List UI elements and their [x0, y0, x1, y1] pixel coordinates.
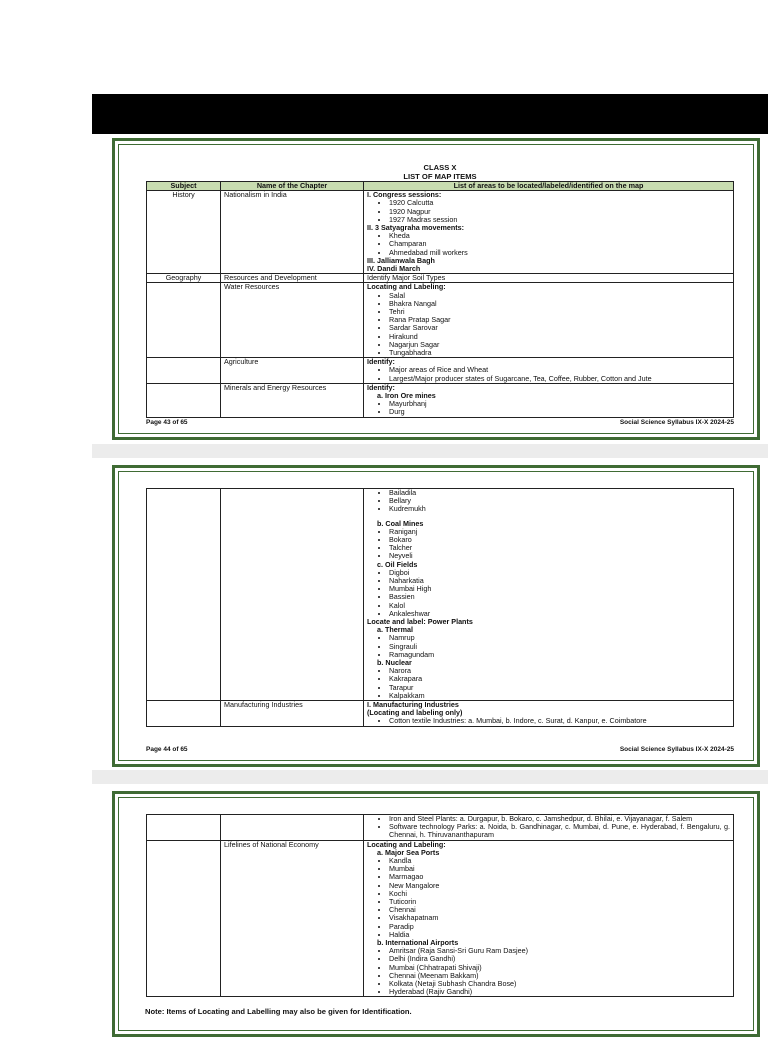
list-item: • Narora [389, 667, 730, 675]
list-item: • Delhi (Indira Gandhi) [389, 955, 730, 963]
item-list [367, 199, 730, 224]
areas-cell [364, 191, 734, 274]
list-item: • Bailadila [389, 489, 730, 497]
areas-cell [364, 815, 734, 841]
list-item: • Tarapur [389, 684, 730, 692]
item-list [367, 489, 730, 514]
list-item: • Kheda [389, 232, 730, 240]
item-list [367, 857, 730, 939]
list-item: • Bellary [389, 497, 730, 505]
list-item: • Singrauli [389, 643, 730, 651]
chapter-cell: Minerals and Energy Resources [221, 383, 364, 417]
list-item: • Champaran [389, 240, 730, 248]
list-item: • Kalol [389, 602, 730, 610]
sub-heading: b. Coal Mines [377, 518, 424, 528]
section-heading: I. Manufacturing Industries [367, 700, 459, 710]
item-list [367, 569, 730, 618]
sub-heading: a. Major Sea Ports [377, 847, 440, 857]
section-heading: Identify: [367, 357, 395, 367]
section-subheading: (Locating and labeling only) [367, 708, 463, 718]
list-item: • Bhakra Nangal [389, 300, 730, 308]
map-items-table-p1 [146, 181, 734, 418]
areas-cell [364, 283, 734, 358]
page-43 [112, 138, 760, 440]
item-list [367, 815, 730, 840]
list-item: • Marmagao [389, 873, 730, 881]
page-44 [112, 465, 760, 767]
subject-cell [147, 383, 221, 417]
table-row [147, 701, 734, 727]
list-item: • Iron and Steel Plants: a. Durgapur, b. Bokaro, c. Jamshedpur, d. Bhilai, e. Vijayanagar, f. Salem [389, 815, 730, 823]
list-item: • Rana Pratap Sagar [389, 316, 730, 324]
section-heading: Locating and Labeling: [367, 839, 446, 849]
page-gap [92, 444, 768, 458]
list-item: • Kolkata (Netaji Subhash Chandra Bose) [389, 980, 730, 988]
chapter-cell: Nationalism in India [221, 191, 364, 274]
list-item: • Namrup [389, 634, 730, 642]
areas-cell [364, 383, 734, 417]
chapter-cell: Manufacturing Industries [221, 701, 364, 727]
item-list [367, 947, 730, 996]
note-text: Note: Items of Locating and Labelling may also be given for Identification. [145, 1007, 412, 1016]
map-items-table-p3 [146, 814, 734, 997]
areas-cell [364, 489, 734, 701]
subject-cell: Geography [147, 274, 221, 283]
class-title: CLASS X [423, 163, 457, 172]
item-list [367, 717, 730, 725]
chapter-cell [221, 815, 364, 841]
areas-cell [364, 840, 734, 997]
subject-cell [147, 815, 221, 841]
areas-cell [364, 701, 734, 727]
list-item: • 1920 Nagpur [389, 208, 730, 216]
list-item: • Ramagundam [389, 651, 730, 659]
map-items-table-p2 [146, 488, 734, 727]
item-list [367, 528, 730, 561]
section-heading: I. Congress sessions: [367, 190, 442, 200]
subject-cell [147, 840, 221, 997]
table-row [147, 383, 734, 417]
sub-heading: a. Thermal [377, 625, 413, 635]
list-item: • Mumbai [389, 865, 730, 873]
list-item: • Ankaleshwar [389, 610, 730, 618]
page-number: Page 44 of 65 [146, 746, 188, 753]
list-item: • Chennai [389, 906, 730, 914]
list-item: • Mumbai (Chhatrapati Shivaji) [389, 964, 730, 972]
list-item: • Kudremukh [389, 505, 730, 513]
subject-cell [147, 489, 221, 701]
list-item: • Bassien [389, 593, 730, 601]
list-item: • 1927 Madras session [389, 216, 730, 224]
table-row [147, 358, 734, 384]
item-list [367, 232, 730, 257]
page-45 [112, 791, 760, 1037]
footer-syllabus: Social Science Syllabus IX-X 2024-25 [619, 746, 734, 753]
item-list [367, 634, 730, 659]
list-item: • Tuticorin [389, 898, 730, 906]
table-row [147, 283, 734, 358]
item-list [367, 292, 730, 358]
list-item: • Haldia [389, 931, 730, 939]
list-item: • 1920 Calcutta [389, 199, 730, 207]
list-item: • Neyveli [389, 552, 730, 560]
list-item: • Kochi [389, 890, 730, 898]
list-item: • Raniganj [389, 528, 730, 536]
header-subject: Subject [147, 182, 221, 191]
list-item: • Bokaro [389, 536, 730, 544]
subject-cell [147, 283, 221, 358]
list-item: • Major areas of Rice and Wheat [389, 366, 730, 374]
list-item: • Tungabhadra [389, 349, 730, 357]
chapter-cell [221, 489, 364, 701]
sub-heading: c. Oil Fields [377, 559, 418, 569]
list-item: • Naharkatia [389, 577, 730, 585]
subject-cell [147, 701, 221, 727]
page-gap [92, 770, 768, 784]
section-heading: IV. Dandi March [367, 264, 421, 274]
list-item: • Kandla [389, 857, 730, 865]
list-item: • Hyderabad (Rajiv Gandhi) [389, 988, 730, 996]
item-list [367, 366, 730, 382]
list-item: • Cotton textile Industries: a. Mumbai, b. Indore, c. Surat, d. Kanpur, e. Coimbatore [389, 717, 730, 725]
sub-heading: b. Nuclear [377, 658, 412, 668]
list-item: • New Mangalore [389, 882, 730, 890]
section-heading: II. 3 Satyagraha movements: [367, 223, 465, 233]
section-heading: III. Jallianwala Bagh [367, 255, 435, 265]
page-number: Page 43 of 65 [146, 419, 188, 426]
list-item: • Talcher [389, 544, 730, 552]
list-item: • Tehri [389, 308, 730, 316]
list-item: • Visakhapatnam [389, 914, 730, 922]
subject-cell: History [147, 191, 221, 274]
chapter-cell: Water Resources [221, 283, 364, 358]
section-heading: Locate and label: Power Plants [367, 617, 473, 627]
header-chapter: Name of the Chapter [221, 182, 364, 191]
sub-heading: a. Iron Ore mines [377, 391, 436, 401]
table-row [147, 191, 734, 274]
table-row [147, 840, 734, 997]
list-item: • Chennai (Meenam Bakkam) [389, 972, 730, 980]
top-black-bar [92, 94, 768, 134]
list-item: • Digboi [389, 569, 730, 577]
chapter-cell: Lifelines of National Economy [221, 840, 364, 997]
chapter-cell: Resources and Development [221, 274, 364, 283]
chapter-cell: Agriculture [221, 358, 364, 384]
sub-heading: b. International Airports [377, 938, 459, 948]
item-list [367, 667, 730, 700]
item-list [367, 400, 730, 416]
list-item: • Kakrapara [389, 675, 730, 683]
table-row [147, 815, 734, 841]
list-item: • Largest/Major producer states of Sugarcane, Tea, Coffee, Rubber, Cotton and Jute [389, 375, 730, 383]
list-item: • Hirakund [389, 333, 730, 341]
footer-syllabus: Social Science Syllabus IX-X 2024-25 [619, 419, 734, 426]
subject-cell [147, 358, 221, 384]
list-title: LIST OF MAP ITEMS [403, 171, 477, 181]
list-item: • Paradip [389, 923, 730, 931]
list-item: • Mayurbhanj [389, 400, 730, 408]
list-item: • Amritsar (Raja Sansi-Sri Guru Ram Dasjee) [389, 947, 730, 955]
list-item: • Kalpakkam [389, 692, 730, 700]
header-areas: List of areas to be located/labeled/identified on the map [364, 182, 734, 191]
list-item: • Sardar Sarovar [389, 324, 730, 332]
list-item: • Software technology Parks: a. Noida, b. Gandhinagar, c. Mumbai, d. Pune, e. Hyderabad, f. Bengaluru, g. Chennai, h. Thiruvananthapuram [389, 823, 730, 839]
list-item: • Durg [389, 408, 730, 416]
areas-cell: Identify Major Soil Types [364, 274, 734, 283]
areas-cell [364, 358, 734, 384]
section-heading: Identify: [367, 382, 395, 392]
list-item: • Mumbai High [389, 585, 730, 593]
list-item: • Ahmedabad mill workers [389, 249, 730, 257]
list-item: • Nagarjun Sagar [389, 341, 730, 349]
table-row [147, 489, 734, 701]
section-heading: Locating and Labeling: [367, 282, 446, 292]
list-item: • Salal [389, 292, 730, 300]
